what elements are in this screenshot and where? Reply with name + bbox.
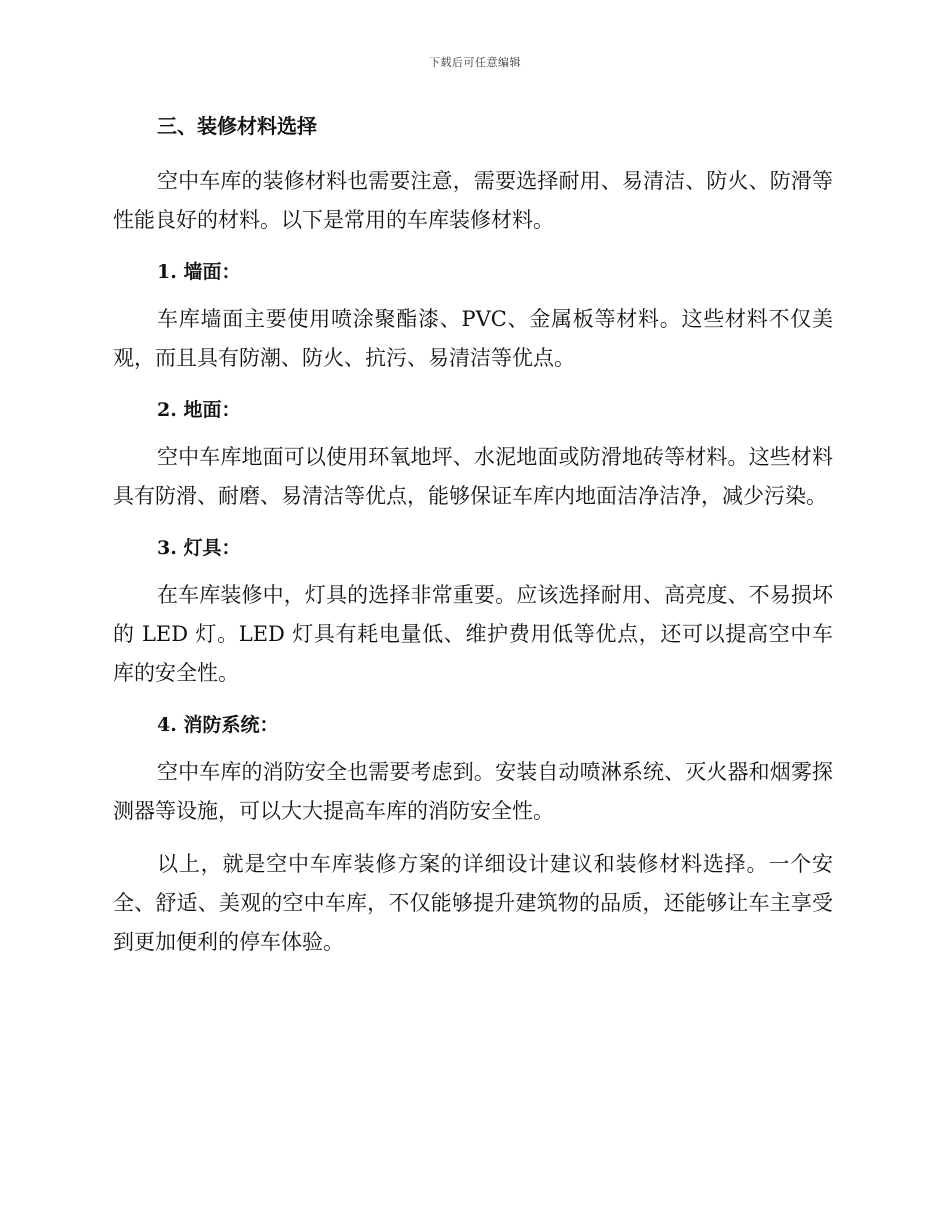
item-heading-lighting: 3. 灯具： (157, 537, 241, 559)
section-title: 三、装修材料选择 (157, 114, 317, 138)
item-heading-wall: 1. 墙面： (157, 261, 241, 283)
conclusion-paragraph: 以上，就是空中车库装修方案的详细设计建议和装修材料选择。一个安全、舒适、美观的空中车库，不仅能够提升建筑物的品质，还能够让车主享受到更加便利的停车体验。 (113, 852, 833, 954)
document-body (113, 108, 833, 972)
item-body-lighting: 在车库装修中，灯具的选择非常重要。应该选择耐用、高亮度、不易损坏的 LED 灯。LED 灯具有耗电量低、维护费用低等优点，还可以提高空中车库的安全性。 (113, 583, 833, 685)
item-heading-fire-system: 4. 消防系统： (157, 714, 279, 736)
item-body-wall: 车库墙面主要使用喷涂聚酯漆、PVC、金属板等材料。这些材料不仅美观，而且具有防潮、防火、抗污、易清洁等优点。 (113, 307, 833, 370)
section-intro: 空中车库的装修材料也需要注意，需要选择耐用、易清洁、防火、防滑等性能良好的材料。以下是常用的车库装修材料。 (113, 169, 833, 232)
page-header: 下载后可任意编辑 (429, 56, 521, 69)
item-body-floor: 空中车库地面可以使用环氧地坪、水泥地面或防滑地砖等材料。这些材料具有防滑、耐磨、易清洁等优点，能够保证车库内地面洁净洁净，减少污染。 (113, 445, 833, 508)
item-heading-floor: 2. 地面： (157, 399, 241, 421)
item-body-fire-system: 空中车库的消防安全也需要考虑到。安装自动喷淋系统、灭火器和烟雾探测器等设施，可以大大提高车库的消防安全性。 (113, 760, 833, 823)
